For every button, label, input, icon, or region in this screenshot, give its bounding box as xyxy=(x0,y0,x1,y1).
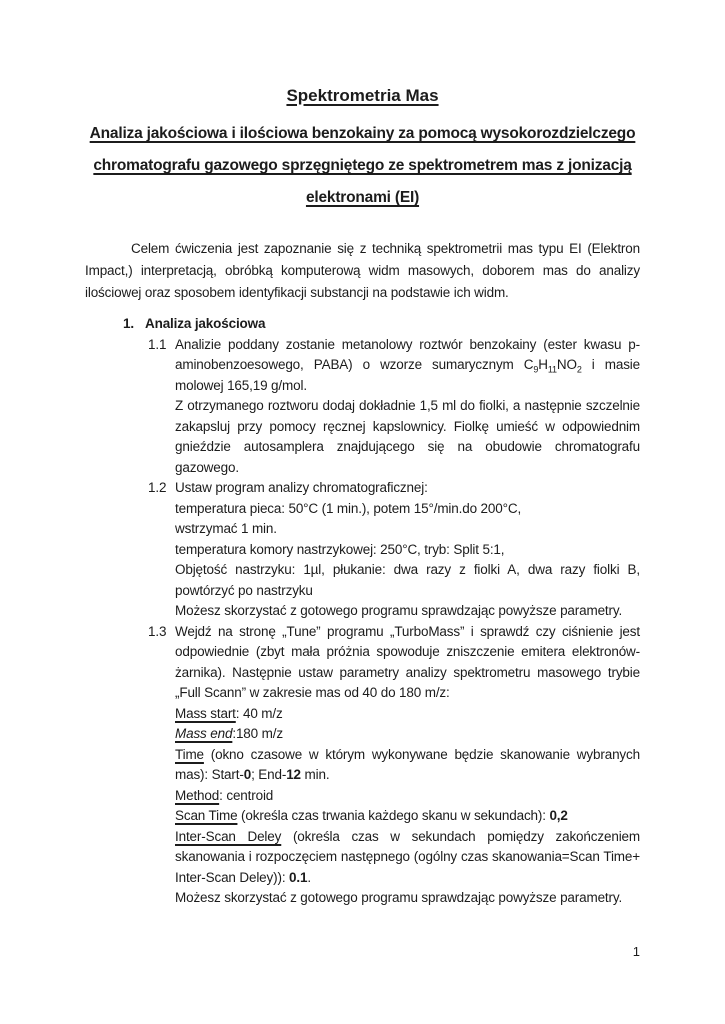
formula-subscript-9: 9 xyxy=(533,364,539,375)
item-1-1 xyxy=(85,335,640,479)
formula-subscript-2: 2 xyxy=(576,364,582,375)
closing-note-line: Możesz skorzystać z gotowego programu sprawdzając powyższe parametry. xyxy=(175,890,623,905)
item-1-1-number: 1.1 xyxy=(148,336,167,352)
benzocaine-description: Analizie poddany zostanie metanolowy roztwór benzokainy (ester kwasu p-aminobenzoesowego, PABA) o wzorze sumarycznym $C_9H_{11}NO_2$ i masie molowej 165,19 g/mol. xyxy=(175,336,641,393)
mass-end-line: Mass end:180 m/z xyxy=(175,726,283,741)
mass-end-label: Mass end xyxy=(175,726,233,741)
vial-preparation-paragraph: Z otrzymanego roztworu dodaj dokładnie 1,5 ml do fiolki, a następnie szczelnie zakapsluj przy pomocy ręcznej kapslownicy. Fiolkę umieść w odpowiednim gnieździe autosamplera znajdującego się na obudowie chromatografu gazowego. xyxy=(175,398,640,475)
doc-title xyxy=(85,86,640,106)
doc-subtitle-line-1: Analiza jakościowa i ilościowa benzokainy za pomocą wysokorozdzielczego xyxy=(89,125,636,142)
time-label: Time xyxy=(175,746,204,762)
method-line: Method: centroid xyxy=(175,787,274,803)
item-1-2 xyxy=(85,478,640,622)
scan-time-line: Scan Time (określa czas trwania każdego skanu w sekundach): 0,2 xyxy=(175,808,568,823)
chromatography-program-header: Ustaw program analizy chromatograficznej: xyxy=(175,480,428,495)
section-1-heading xyxy=(85,314,640,335)
mass-start-label: Mass start xyxy=(175,705,236,721)
injector-temperature-line: temperatura komory nastrzykowej: 250°C, tryb: Split 5:1, xyxy=(175,541,505,557)
doc-subtitle-line-2: chromatografu gazowego sprzęgniętego ze spektrometrem mas z jonizacją xyxy=(93,157,632,174)
intro-paragraph: Celem ćwiczenia jest zapoznanie się z techniką spektrometrii mas typu EI (Elektron Impact,) interpretacją, obróbką komputerową widm masowych, doborem mas do analizy ilościowej oraz sposobem identyfikacji substancji na podstawie ich widm. xyxy=(85,241,640,300)
inter-scan-delay-label: Inter-Scan Deley xyxy=(175,828,282,844)
tune-instructions-paragraph: Wejdź na stronę „Tune” programu „TurboMass” i sprawdź czy ciśnienie jest odpowiednie (zbyt mała próżnia spowoduje zniszczenie emitera elektronów-żarnika). Następnie ustaw parametry analizy spektrometru masowego trybie „Full Scann” w zakresie mas od 40 do 180 m/z: xyxy=(175,623,640,700)
time-window-paragraph: Time (okno czasowe w którym wykonywane będzie skanowanie wybranych mas): Start-0; End-12 min. xyxy=(175,746,640,782)
inter-scan-delay-paragraph: Inter-Scan Deley (określa czas w sekundach pomiędzy zakończeniem skanowania i rozpoczęciem następnego (ogólny czas skanowania=Scan Time+ Inter-Scan Deley)): 0.1. xyxy=(175,828,640,885)
section-1-title: Analiza jakościowa xyxy=(145,316,266,331)
scan-time-label: Scan Time xyxy=(175,808,238,823)
oven-temperature-line: temperatura pieca: 50°C (1 min.), potem 15°/min.do 200°C, xyxy=(175,500,522,516)
injection-volume-paragraph: Objętość nastrzyku: 1µl, płukanie: dwa razy z fiolki A, dwa razy fiolki B, powtórzyć po nastrzyku xyxy=(175,562,640,598)
program-note-line: Możesz skorzystać z gotowego programu sprawdzając powyższe parametry. xyxy=(175,603,623,618)
section-1-number: 1. xyxy=(123,316,134,331)
method-label: Method xyxy=(175,787,220,803)
page-number: 1 xyxy=(632,944,640,959)
hold-time-line: wstrzymać 1 min. xyxy=(175,521,277,536)
item-1-3 xyxy=(85,622,640,909)
mass-start-line: Mass start: 40 m/z xyxy=(175,705,283,721)
formula-subscript-11: 11 xyxy=(547,364,557,375)
doc-subtitle xyxy=(85,118,640,214)
item-1-2-number: 1.2 xyxy=(148,480,167,495)
doc-title-text: Spektrometria Mas xyxy=(286,86,439,105)
item-1-3-number: 1.3 xyxy=(148,623,167,639)
doc-subtitle-line-3: elektronami (EI) xyxy=(305,189,420,206)
